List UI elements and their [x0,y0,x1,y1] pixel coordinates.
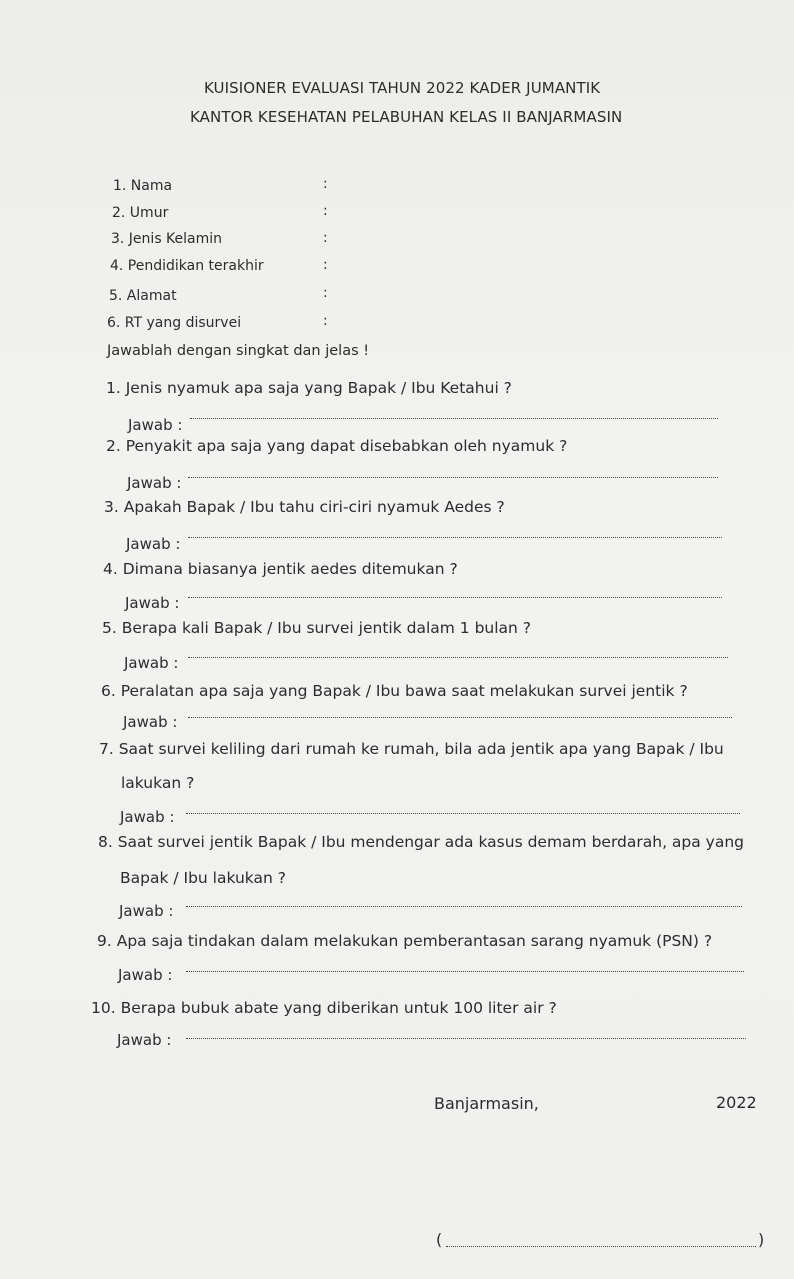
field-nama-colon: : [323,176,328,192]
answer-label-6: Jawab : [123,713,178,731]
answer-label-10: Jawab : [117,1031,172,1049]
question-10: 10. Berapa bubuk abate yang diberikan untuk 100 liter air ? [91,999,557,1017]
question-3: 3. Apakah Bapak / Ibu tahu ciri-ciri nyamuk Aedes ? [104,498,505,516]
question-9: 9. Apa saja tindakan dalam melakukan pemberantasan sarang nyamuk (PSN) ? [97,932,713,950]
signature-close-paren: ) [758,1230,765,1249]
answer-line-7[interactable] [186,813,740,814]
field-alamat-label: 5. Alamat [109,288,177,304]
instruction-text: Jawablah dengan singkat dan jelas ! [107,343,370,359]
answer-line-8[interactable] [186,906,742,907]
question-7-line-2: lakukan ? [121,774,195,792]
question-6: 6. Peralatan apa saja yang Bapak / Ibu bawa saat melakukan survei jentik ? [101,682,688,700]
question-5: 5. Berapa kali Bapak / Ibu survei jentik dalam 1 bulan ? [102,619,532,637]
field-nama-label: 1. Nama [113,178,173,194]
answer-label-1: Jawab : [128,416,183,434]
answer-label-2: Jawab : [127,474,182,492]
field-pendidikan-label: 4. Pendidikan terakhir [110,258,264,274]
answer-label-4: Jawab : [125,594,180,612]
question-8-line-2: Bapak / Ibu lakukan ? [120,869,286,887]
answer-line-3[interactable] [188,537,722,538]
answer-label-3: Jawab : [126,535,181,553]
signature-line[interactable] [446,1246,756,1247]
field-pendidikan-colon: : [323,257,328,273]
answer-line-10[interactable] [186,1038,746,1039]
answer-label-5: Jawab : [124,654,179,672]
question-2: 2. Penyakit apa saja yang dapat disebabkan oleh nyamuk ? [106,437,568,455]
answer-line-9[interactable] [186,971,744,972]
field-jenis-kelamin-label: 3. Jenis Kelamin [111,231,223,247]
field-jenis-kelamin-colon: : [323,230,328,246]
answer-line-6[interactable] [188,717,732,718]
answer-label-8: Jawab : [119,902,174,920]
closing-place: Banjarmasin, [434,1094,539,1113]
answer-line-4[interactable] [188,597,722,598]
answer-line-2[interactable] [188,477,718,478]
question-8-line-1: 8. Saat survei jentik Bapak / Ibu mendengar ada kasus demam berdarah, apa yang [98,833,745,851]
question-7-line-1: 7. Saat survei keliling dari rumah ke rumah, bila ada jentik apa yang Bapak / Ibu [99,740,724,758]
field-rt-colon: : [323,313,328,329]
question-1: 1. Jenis nyamuk apa saja yang Bapak / Ibu Ketahui ? [106,379,512,397]
field-alamat-colon: : [323,285,328,301]
answer-label-7: Jawab : [120,808,175,826]
title-line-2: KANTOR KESEHATAN PELABUHAN KELAS II BANJARMASIN [190,108,623,126]
signature-open-paren: ( [436,1230,443,1249]
closing-year: 2022 [716,1093,757,1112]
field-umur-colon: : [323,203,328,219]
title-line-1: KUISIONER EVALUASI TAHUN 2022 KADER JUMANTIK [204,79,601,97]
field-rt-label: 6. RT yang disurvei [107,315,242,331]
question-4: 4. Dimana biasanya jentik aedes ditemukan ? [103,560,458,578]
answer-line-5[interactable] [188,657,728,658]
answer-line-1[interactable] [190,418,718,419]
field-umur-label: 2. Umur [112,205,169,221]
answer-label-9: Jawab : [118,966,173,984]
